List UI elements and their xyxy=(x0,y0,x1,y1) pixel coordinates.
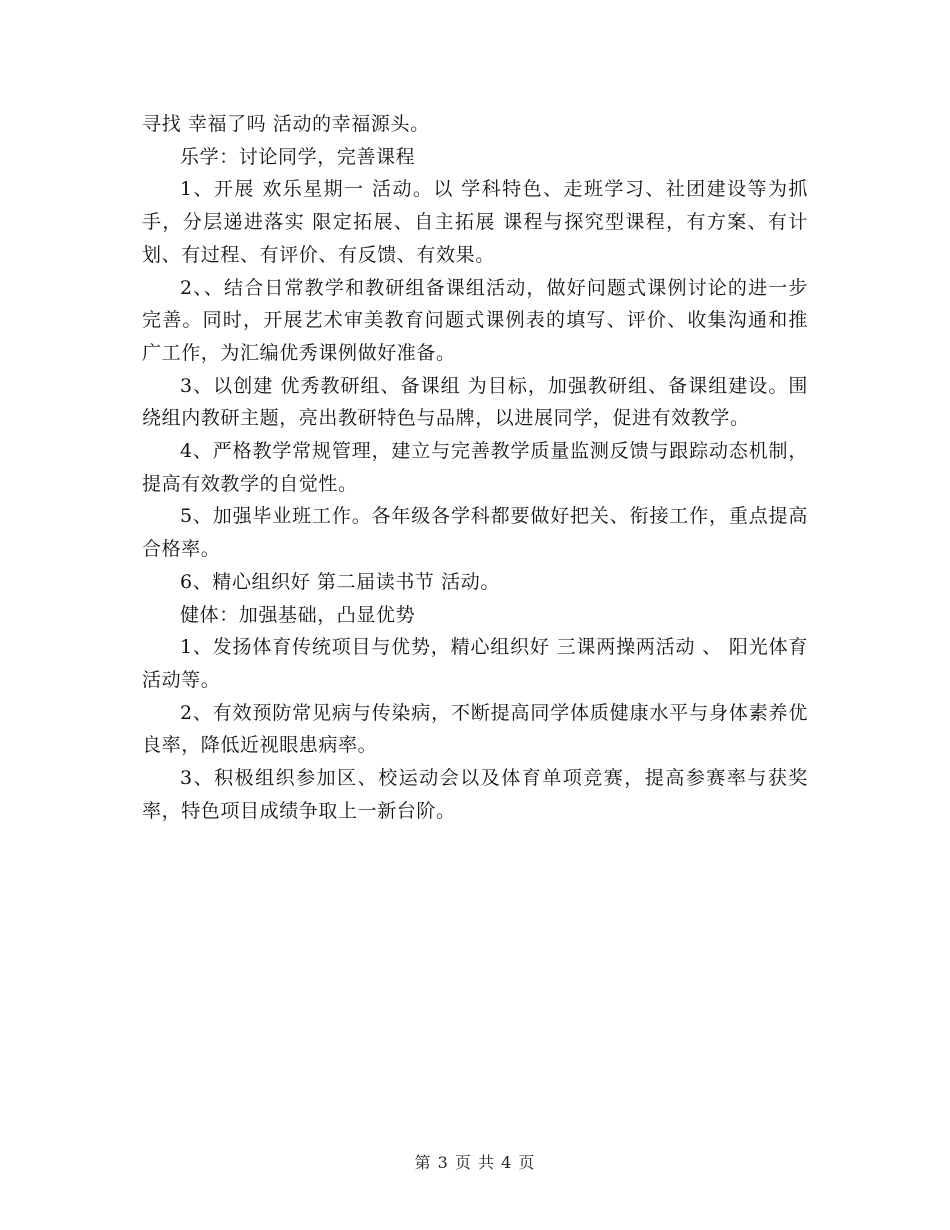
paragraph-item-5: 5、加强毕业班工作。各年级各学科都要做好把关、衔接工作，重点提高合格率。 xyxy=(142,505,808,561)
paragraph-item-6: 6、精心组织好 第二届读书节 活动。 xyxy=(180,570,500,593)
section-heading-fitness: 健体：加强基础，凸显优势 xyxy=(180,603,416,626)
document-body xyxy=(142,108,808,827)
page-number-footer: 第 3 页 共 4 页 xyxy=(414,1153,536,1172)
paragraph-continuation: 寻找 幸福了吗 活动的幸福源头。 xyxy=(142,113,430,135)
paragraph-item-2: 2、、结合日常教学和教研组备课组活动，做好问题式课例讨论的进一步完善。同时，开展艺术审美教育问题式课例表的填写、评价、收集沟通和推广工作，为汇编优秀课例做好准备。 xyxy=(142,276,808,364)
section-heading-learning: 乐学：讨论同学，完善课程 xyxy=(180,145,416,168)
paragraph-fitness-2: 2、有效预防常见病与传染病，不断提高同学体质健康水平与身体素养优良率，降低近视眼患病率。 xyxy=(142,701,808,757)
paragraph-item-3: 3、以创建 优秀教研组、备课组 为目标，加强教研组、备课组建设。围绕组内教研主题，亮出教研特色与品牌，以进展同学，促进有效教学。 xyxy=(142,374,808,430)
paragraph-item-1: 1、开展 欢乐星期一 活动。以 学科特色、走班学习、社团建设等为抓手，分层递进落实 限定拓展、自主拓展 课程与探究型课程，有方案、有计划、有过程、有评价、有反馈、有效果。 xyxy=(142,178,808,266)
paragraph-fitness-3: 3、积极组织参加区、校运动会以及体育单项竞赛，提高参赛率与获奖率，特色项目成绩争取上一新台阶。 xyxy=(142,767,808,822)
paragraph-item-4: 4、严格教学常规管理，建立与完善教学质量监测反馈与跟踪动态机制，提高有效教学的自觉性。 xyxy=(142,440,808,495)
paragraph-fitness-1: 1、发扬体育传统项目与优势，精心组织好 三课两操两活动 、 阳光体育 活动等。 xyxy=(142,636,808,691)
